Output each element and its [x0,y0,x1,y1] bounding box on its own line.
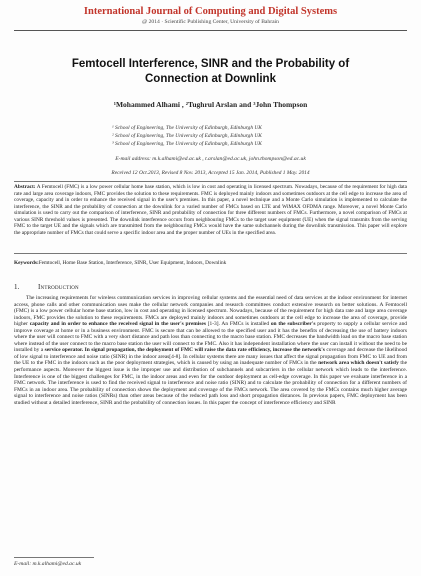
abstract-label: Abstract: [14,184,36,190]
body-paragraph: coverage and decrease the likelihood of low signal to interference and noise ratio (SINR) in the indoor areas[4-8]. In cellular systems there are many issues that affect the signal propagation from FMC to UE and from the UE to the FMC in the indoors such as the poor deployment strategies, which is caused by using an inadequate number of FMCs in the [14,347,407,367]
abstract-top-divider [14,181,407,182]
received-dates: Received 12 Oct.2013, Revised 8 Nov. 2013, Accepted 15 Jan. 2014, Published 1 May. 2014 [111,170,310,176]
author-separator: , [181,100,184,109]
footnote-divider [14,557,94,558]
author-name: ¹Mohammed Alhami [113,100,180,109]
affiliation: ¹ School of Engineering, The University of Edinburgh, Edinburgh UK [112,125,262,131]
header-divider [14,30,407,31]
journal-publisher: @ 2014 · Scientific Publishing Center, University of Bahrain [142,19,279,25]
section-title: Introduction [38,283,79,291]
body-emphasis: network area which doesn't satisfy [318,360,399,367]
paper-title-line-1: Femtocell Interference, SINR and the Probability of [71,58,350,70]
body-emphasis: on the subscriber's [270,321,316,328]
paper-title [30,57,391,87]
body-paragraph: property to supply a cellular service and improve coverage at home or in a business environment. FMC is secure that can be allowed to the specified user and it has the benefits of decreasing the use of battery indoors where the user will connect to FMC with a very short distance and path loss than connecting to the macro base station. FMC decreases the bandwidth load on the macro base station where instead of the user connect to the macro base station the user will connect to the FMC. Also it has independent installation where the user can install it without the need to be installed by a [14,321,407,354]
abstract-text: A Femtocell (FMC) is a low power cellular home base station, which is low in cost and operating in licensed spectrum. Nowadays, because of the requirement for high data rate and large area coverage indoors, FMC provides the solution to these requirements. FMC is deployed mainly indoors and sometimes outdoors at the cell edge to increase the area of coverage, capacity and in order to enhance the received signal in the user's premises. In this paper, a novel technique and a Monte Carlo simulation is implemented to calculate the interference, the SINR and the probability of connection at the downlink for a varied number of FMCs based on LTE and WiMAX OFDMA range. Moreover, a novel Monte Carlo simulation is used to carry out the comparison of interference, SINR and probability of connection for three different numbers of FMCs. Furthermore, a novel comparison of FMCs at various SINR threshold values is presented. The downlink interference occurs from neighbouring FMCs to the target user equipment (UE) when the signal transmits from the serving FMC to the target UE and the signals which are transmitted from the neighbouring FMCs would have the same subchannels during the downlink transmission. This paper will explore the appropriate number of FMCs that could serve a specific indoor area and the proper number of UEs in the specified area. [14,184,407,236]
journal-name: International Journal of Computing and Digital Systems [83,6,338,17]
author-separator: and [239,100,252,109]
abstract [14,184,407,250]
keywords-label: Keywords: [14,260,39,266]
affiliation: ³ School of Engineering, The University of Edinburgh, Edinburgh UK [112,141,262,147]
introduction-body [14,295,407,550]
body-paragraph: [1-3]. An FMCs is installed [205,321,270,328]
keywords [14,260,407,266]
author-name: ²Tughrul Arslan [185,100,238,109]
affiliation: ² School of Engineering, The University of Edinburgh, Edinburgh UK [112,133,262,139]
section-heading [14,283,407,291]
author-name: ³John Thompson [253,100,308,109]
body-emphasis: service operator. In signal propagation, the deployment of FMC will raise the data rate efficiency, increase the network's [44,347,325,354]
email-addresses: E-mail address: m.k.alhami@ed.ac.uk , t.arslan@ed.ac.uk, john.thompson@ed.ac.uk [115,156,306,162]
footnote-email: E-mail: m.k.alhami@ed.ac.uk [14,561,82,567]
keywords-text: Femtocell, Home Base Station, Interference, SINR, User Equipment, Indoors, Downlink [38,260,227,266]
author-list [0,100,421,109]
body-paragraph: the performance aspects. Moreover the biggest issue is the improper use and distribution of subchannels and subcarriers in the cellular network which leads to the interference. Interference is one of the biggest challenges for FMC, in the indoor areas and even for the outdoor deployment as cell-edge coverage. In this paper we evaluate interference in a FMC network. The interference is used to find the received signal to interference and noise ratio (SINR) and to calculate the probability of connection for a different numbers of FMCs in an indoor area. The probability of connection shows the deployment and coverage of the FMCs network. The area covered by the FMCs contains much higher average signal to interference and noise ratios (SINRs) than other areas because of the reduced path loss and short propagation distances. In previous papers, FMC deployment has been studied without a detailed interference, SINR and the probability of connection issues. In this paper the concept of interference efficiency and SINR [14,360,407,406]
section-number: 1. [14,283,20,291]
body-emphasis: capacity and in order to enhance the received signal in the user's premises [29,321,206,328]
paper-title-line-2: Connection at Downlink [145,73,276,85]
abstract-bottom-divider [14,253,407,254]
body-paragraph: The increasing requirements for wireless communication services in improving cellular systems and the essential need of data services at the indoor environment for internet access, phone calls and other communication uses make the cellular network companies and research committees conduct extensive research on better solutions. A Femtocell (FMC) is a low power cellular home base station, low in cost and operating in licensed spectrum. Nowadays, because of the requirement for high data rate and large area coverage indoors, FMC provides the solution to these requirements. FMCs are deployed mainly indoors and sometimes outdoors at the cell edge to increase the area of coverage, provide higher [14,295,407,328]
